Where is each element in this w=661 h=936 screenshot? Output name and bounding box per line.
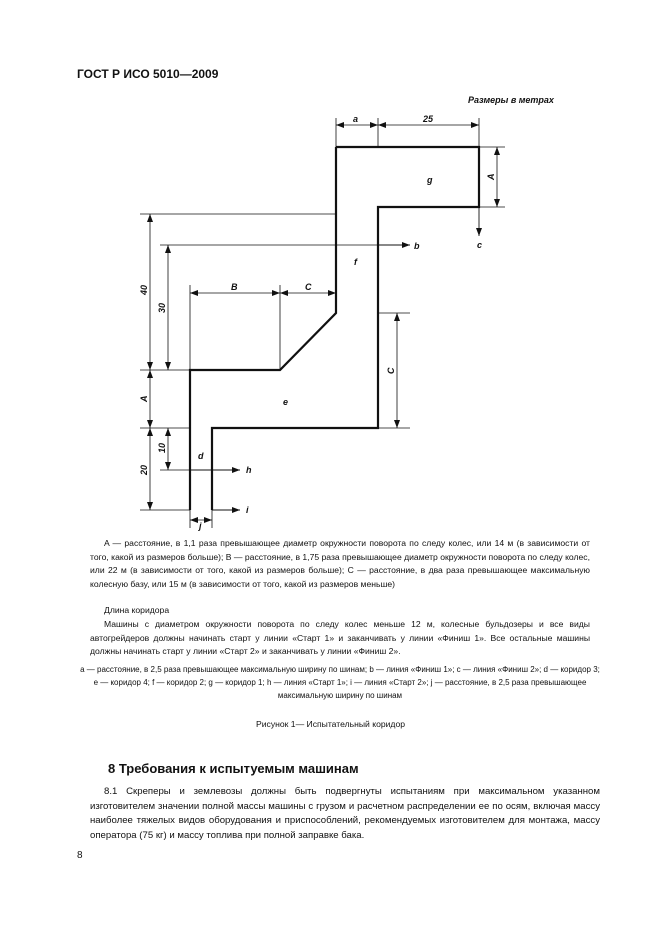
- zone-f: f: [354, 257, 357, 267]
- line-h-label: h: [246, 465, 252, 475]
- dim-30: 30: [157, 302, 167, 313]
- corridor-outline: [190, 147, 479, 510]
- dim-20: 20: [139, 464, 149, 475]
- legend-letters: a — расстояние, в 2,5 раза превышающее максимальную ширину по шинам; b — линия «Финиш 1»; c — линия «Финиш 2»; d — коридор 3; e — коридор 4; f — коридор 2; g — коридор 1; h — линия «Старт 1»; i — линия «Старт 2»; j — расстояние, в 2,5 раза превышающее максимальную ширину по шинам: [80, 665, 600, 700]
- zone-g: g: [427, 175, 433, 185]
- section-paragraph: 8.1 Скреперы и землевозы должны быть подвергнуты испытаниям при максимальном указанном изготовителем значении полной массы машины с грузом и расчетном распределении ее по осям, включая массу наиболее тяжелых видов оборудования и приспособлений, рекомендуемых изготовителем для монтажа, массу оператора (75 кг) и массу топлива при полной заправке бака.: [90, 786, 600, 841]
- zone-d: d: [198, 451, 204, 461]
- section-title: 8 Требования к испытуемым машинам: [108, 761, 359, 776]
- dim-a: a: [353, 114, 359, 124]
- dim-C-horizontal: C: [305, 282, 312, 292]
- legend-dimensions: A — расстояние, в 1,1 раза превышающее диаметр окружности поворота по следу колес, или 14 м (в зависимости от того, какой из размеров больше); B — расстояние, в 1,75 раза превышающее диаметр окружности поворота по следу колес, или 22 м (в зависимости от того, какой из размеров больше); C — расстояние, в два раза превышающее максимальную колесную базу, или 15 м (в зависимости от того, какой из размеров меньше): [90, 538, 590, 589]
- figure-caption: Рисунок 1— Испытательный коридор: [255, 719, 406, 729]
- dim-B: B: [231, 282, 238, 292]
- dim-10: 10: [157, 442, 167, 453]
- dim-A-left: A: [139, 395, 149, 402]
- document-header: ГОСТ Р ИСО 5010—2009: [77, 67, 219, 81]
- line-i-label: i: [246, 505, 249, 515]
- line-b-label: b: [414, 241, 420, 251]
- corridor-length-title: Длина коридора: [104, 605, 170, 615]
- start-finish-lines: [190, 207, 479, 510]
- dim-40: 40: [139, 284, 149, 295]
- zone-e: e: [283, 397, 289, 407]
- dim-25: 25: [423, 114, 434, 124]
- dim-A-right: A: [486, 173, 496, 180]
- extension-lines: [140, 118, 505, 528]
- dim-j: j: [199, 521, 202, 531]
- corridor-length-text: Машины с диаметром окружности поворота по следу колес меньше 12 м, колесные бульдозеры и все виды автогрейдеров должны начинать старт у линии «Старт 1» и заканчивать у линии «Финиш 1». Все остальные машины должны начинать старт у линии «Старт 2» и заканчивать у линии «Финиш 2».: [90, 619, 590, 656]
- dim-C-vertical: C: [386, 367, 396, 374]
- page-number: 8: [77, 850, 83, 861]
- line-c-label: c: [477, 240, 483, 250]
- units-note: Размеры в метрах: [468, 95, 554, 105]
